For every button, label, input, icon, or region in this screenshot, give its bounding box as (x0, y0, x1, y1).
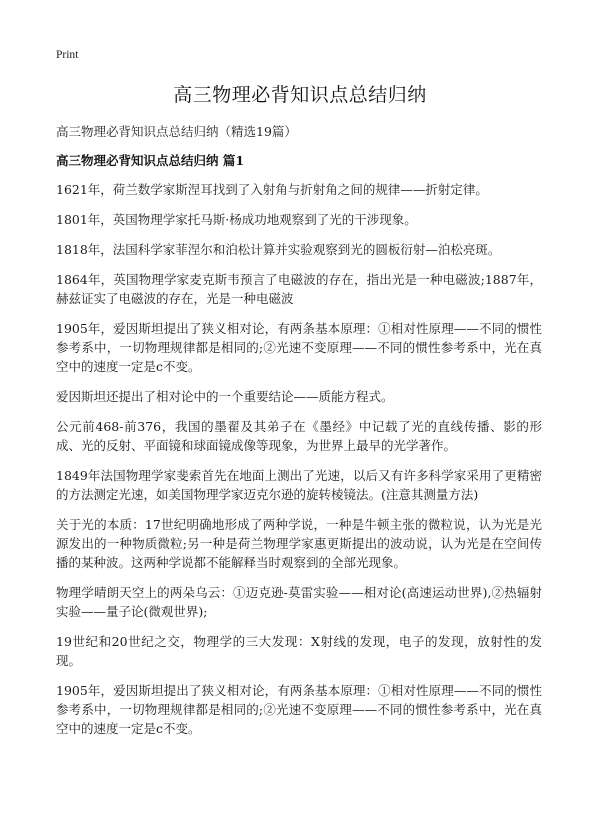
section-heading: 高三物理必背知识点总结归纳 篇1 (56, 153, 245, 168)
print-link[interactable]: Print (56, 49, 79, 61)
article-body (56, 180, 542, 749)
paragraph: 19世纪和20世纪之交，物理学的三大发现：X射线的发现，电子的发现，放射性的发现。 (56, 634, 542, 668)
paragraph: 爱因斯坦还提出了相对论中的一个重要结论——质能方程式。 (56, 389, 394, 404)
paragraph: 1864年，英国物理学家麦克斯韦预言了电磁波的存在，指出光是一种电磁波;1887年，赫兹证实了电磁波的存在，光是一种电磁波 (56, 272, 542, 306)
paragraph: 1818年，法国科学家菲涅尔和泊松计算并实验观察到光的圆板衍射—泊松亮斑。 (56, 242, 501, 257)
paragraph: 公元前468-前376，我国的墨翟及其弟子在《墨经》中记载了光的直线传播、影的形成、光的反射、平面镜和球面镜成像等现象，为世界上最早的光学著作。 (56, 419, 542, 453)
document-subtitle: 高三物理必背知识点总结归纳（精选19篇） (56, 124, 297, 139)
page-title: 高三物理必背知识点总结归纳 (173, 84, 427, 106)
paragraph: 1849年法国物理学家斐索首先在地面上测出了光速，以后又有许多科学家采用了更精密的方法测定光速，如美国物理学家迈克尔逊的旋转棱镜法。(注意其测量方法) (56, 468, 542, 502)
paragraph: 关于光的本质：17世纪明确地形成了两种学说，一种是牛顿主张的微粒说，认为光是光源发出的一种物质微粒;另一种是荷兰物理学家惠更斯提出的波动说，认为光是在空间传播的某种波。这两种学说都不能解释当时观察到的全部光现象。 (56, 517, 542, 570)
paragraph: 1905年，爱因斯坦提出了狭义相对论，有两条基本原理：①相对性原理——不同的惯性参考系中，一切物理规律都是相同的;②光速不变原理——不同的惯性参考系中，光在真空中的速度一定是c不变。 (56, 683, 542, 736)
paragraph: 物理学晴朗天空上的两朵乌云：①迈克逊-莫雷实验——相对论(高速运动世界),②热辐射实验——量子论(微观世界); (56, 585, 542, 619)
paragraph: 1801年，英国物理学家托马斯·杨成功地观察到了光的干涉现象。 (56, 212, 417, 227)
paragraph: 1905年，爱因斯坦提出了狭义相对论，有两条基本原理：①相对性原理——不同的惯性参考系中，一切物理规律都是相同的;②光速不变原理——不同的惯性参考系中，光在真空中的速度一定是c不变。 (56, 321, 542, 374)
paragraph: 1621年，荷兰数学家斯涅耳找到了入射角与折射角之间的规律——折射定律。 (56, 182, 488, 197)
